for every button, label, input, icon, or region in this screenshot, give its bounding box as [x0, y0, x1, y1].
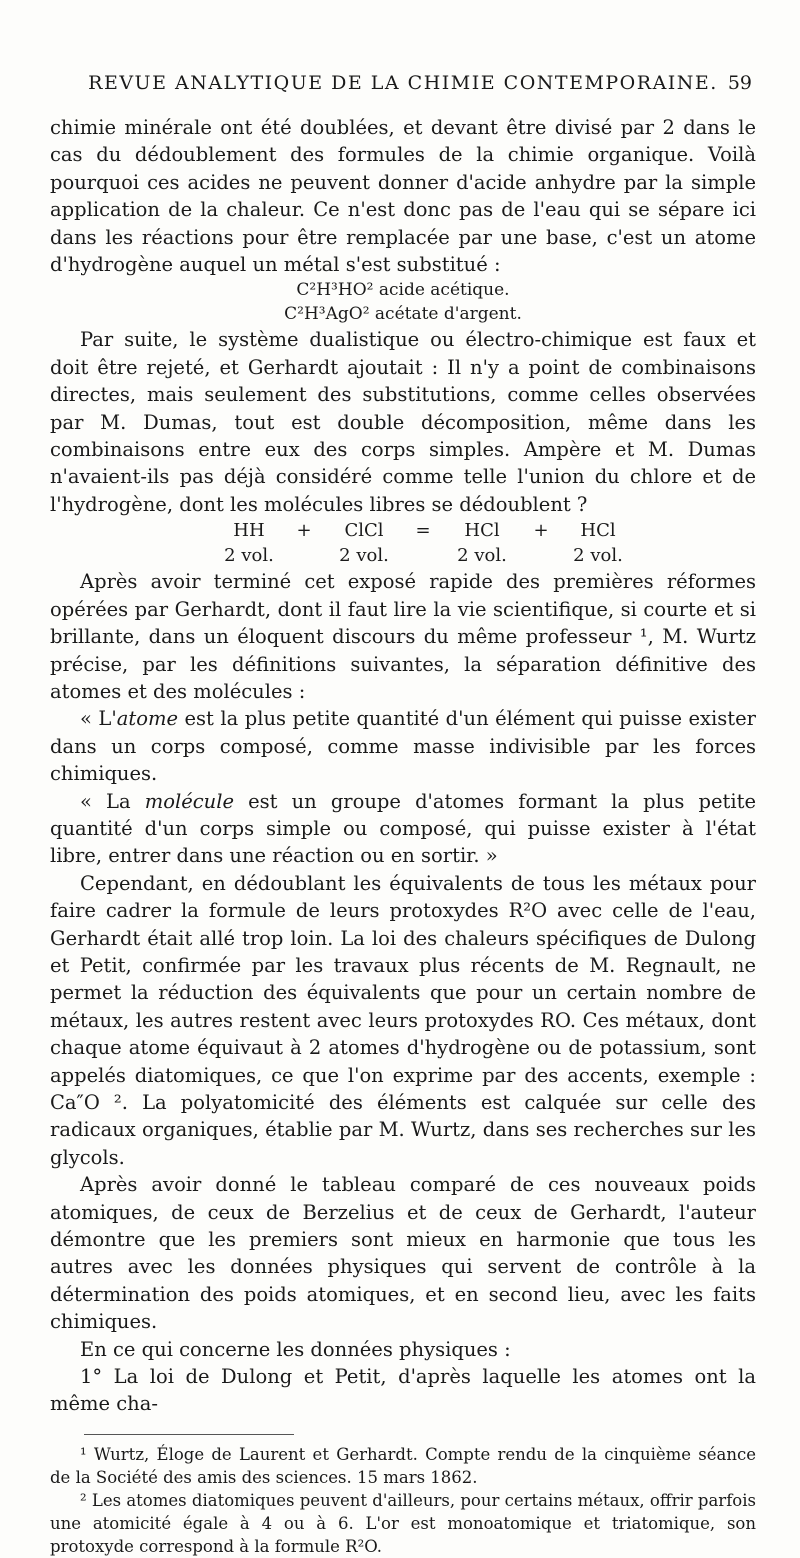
definition-atom: « L'atome est la plus petite quantité d'un élément qui puisse exister dans un corps composé, comme masse indivisible par les forces chimiques. — [50, 707, 756, 786]
reaction-operator: + — [296, 520, 312, 542]
paragraph-8: En ce qui concerne les données physiques : — [80, 1337, 511, 1361]
paragraph-3: Après avoir terminé cet exposé rapide des premières réformes opérées par Gerhardt, dont il faut lire la vie scientifique, si courte et si brillante, dans un éloquent discours du même professeur ¹, M. Wurtz précise, par les définitions suivantes, la séparation définitive des atomes et des molécules : — [50, 570, 756, 703]
paragraph-1: chimie minérale ont été doublées, et devant être divisé par 2 dans le cas du dédoublement des formules de la chimie organique. Voilà pourquoi ces acides ne peuvent donner d'acide anhydre par la simple application de la chaleur. Ce n'est donc pas de l'eau qui se sépare ici dans les réactions pour être remplacée par une base, c'est un atome d'hydrogène auquel un métal s'est substitué : — [50, 116, 756, 277]
term-atome: atome — [116, 707, 178, 731]
page-number: 59 — [727, 72, 752, 94]
reaction-term: HCl — [580, 520, 616, 542]
volume-label: 2 vol. — [339, 545, 389, 567]
volume-label: 2 vol. — [457, 545, 507, 567]
page — [50, 72, 756, 1558]
formula-acetic-acid: C²H³HO² acide acétique. — [296, 280, 510, 301]
footnote-1: ¹ Wurtz, Éloge de Laurent et Gerhardt. Compte rendu de la cinquième séance de la Société des amis des sciences. 15 mars 1862. — [50, 1444, 756, 1487]
reaction-term: ClCl — [344, 520, 384, 542]
reaction-operator: + — [533, 520, 549, 542]
paragraph-2: Par suite, le système dualistique ou électro-chimique est faux et doit être rejeté, et Gerhardt ajoutait : Il n'y a point de combinaisons directes, mais seulement des substitutions, comme celles observées par M. Dumas, tout est double décomposition, même dans les combinaisons entre eux des corps simples. Ampère et M. Dumas n'avaient-ils pas déjà considéré comme telle l'union du chlore et de l'hydrogène, dont les molécules libres se dédoublent ? — [50, 328, 756, 516]
main-text — [50, 114, 756, 1418]
volume-label: 2 vol. — [573, 545, 623, 567]
definition-molecule: « La molécule est un groupe d'atomes formant la plus petite quantité d'un corps simple ou composé, qui puisse exister à l'état libre, entrer dans une réaction ou en sortir. » — [50, 789, 756, 868]
reaction-volumes — [220, 543, 756, 568]
volume-label: 2 vol. — [224, 545, 274, 567]
term-molecule: molécule — [144, 789, 234, 813]
paragraph-6: Cependant, en dédoublant les équivalents de tous les métaux pour faire cadrer la formule de leurs protoxydes R²O avec celle de l'eau, Gerhardt était allé trop loin. La loi des chaleurs spécifiques de Dulong et Petit, confirmée par les travaux plus récents de M. Regnault, ne permet la réduction des équivalents que pour un certain nombre de métaux, les autres restent avec leurs protoxydes RO. Ces métaux, dont chaque atome équivaut à 2 atomes d'hydrogène ou de potassium, sont appelés diatomiques, ce que l'on exprime par des accents, exemple : Ca″O ². La polyatomicité des éléments est calquée sur celle des radicaux organiques, établie par M. Wurtz, dans ses recherches sur les glycols. — [50, 871, 756, 1169]
reaction-terms — [220, 518, 756, 543]
reaction-term: HH — [233, 520, 265, 542]
reaction-operator: = — [415, 520, 431, 542]
header-title: REVUE ANALYTIQUE DE LA CHIMIE CONTEMPORAINE. — [88, 72, 718, 94]
reaction-term: HCl — [464, 520, 500, 542]
paragraph-9: 1° La loi de Dulong et Petit, d'après laquelle les atomes ont la même cha- — [50, 1365, 756, 1416]
footnotes — [50, 1443, 756, 1558]
footnote-divider — [84, 1434, 294, 1435]
footnote-2: ² Les atomes diatomiques peuvent d'ailleurs, pour certains métaux, offrir parfois une atomicité égale à 4 ou à 6. L'or est monoatomique et triatomique, son protoxyde correspond à la formule R²O. — [50, 1490, 756, 1556]
reaction-equation — [220, 518, 756, 568]
running-header — [50, 72, 756, 102]
paragraph-7: Après avoir donné le tableau comparé de ces nouveaux poids atomiques, de ceux de Berzelius et de ceux de Gerhardt, l'auteur démontre que les premiers sont mieux en harmonie que tous les autres avec les données physiques qui servent de contrôle à la détermination des poids atomiques, et en second lieu, avec les faits chimiques. — [50, 1173, 756, 1334]
formula-silver-acetate: C²H³AgO² acétate d'argent. — [284, 304, 522, 325]
